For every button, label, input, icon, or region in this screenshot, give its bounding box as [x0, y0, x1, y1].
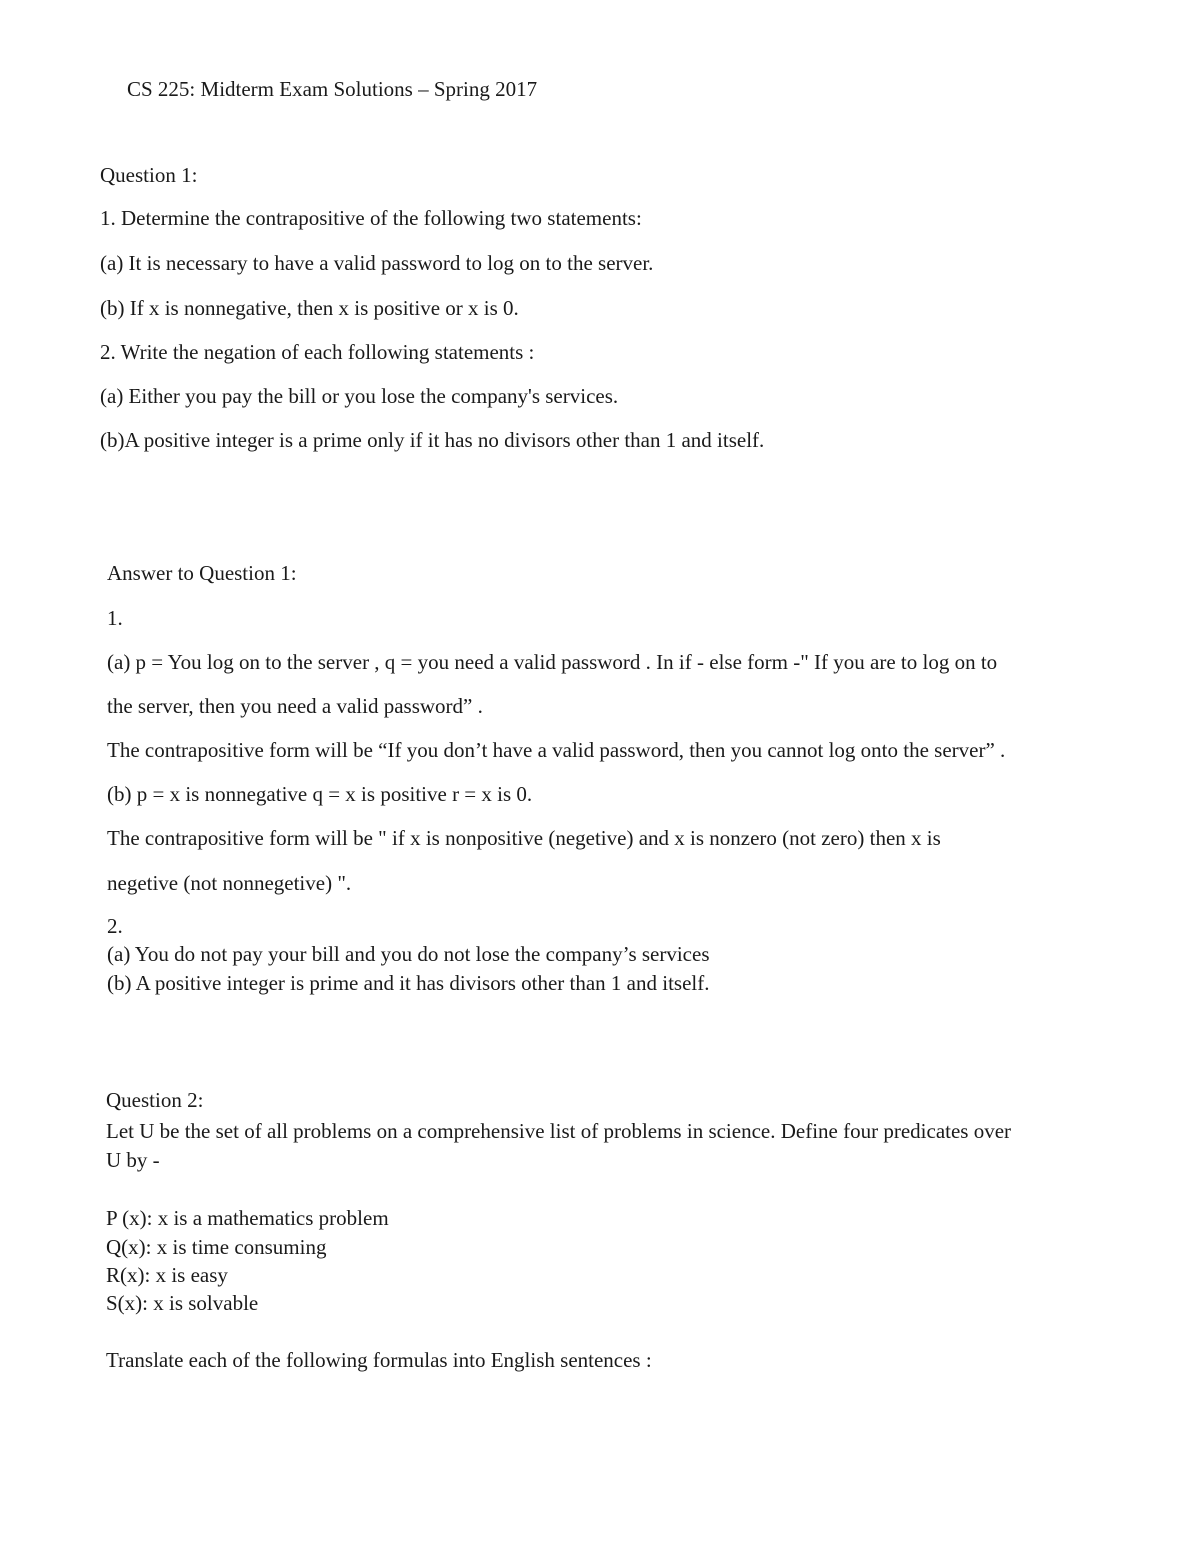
question-1-line: (a) Either you pay the bill or you lose the company's services. [100, 384, 619, 408]
answer-1-line: negetive (not nonnegetive) ". [107, 871, 352, 895]
question-1-line: (a) It is necessary to have a valid password to log on to the server. [100, 251, 654, 275]
answer-1-negation-line: (a) You do not pay your bill and you do not lose the company’s services [107, 942, 710, 966]
answer-1-line: the server, then you need a valid password” . [107, 694, 483, 718]
question-2-heading: Question 2: [106, 1088, 204, 1112]
answer-1-part-number: 2. [107, 914, 123, 938]
answer-1-part-number: 1. [107, 606, 123, 630]
question-1-line: 2. Write the negation of each following statements : [100, 340, 535, 364]
question-2-intro-line: Let U be the set of all problems on a comprehensive list of problems in science. Define four predicates over [106, 1119, 1012, 1143]
predicate-line: P (x): x is a mathematics problem [106, 1206, 389, 1230]
question-1-heading: Question 1: [100, 163, 198, 187]
answer-1-line: The contrapositive form will be “If you don’t have a valid password, then you cannot log onto the server” . [107, 738, 1006, 762]
question-1-line: 1. Determine the contrapositive of the following two statements: [100, 206, 642, 230]
answer-1-line: The contrapositive form will be " if x is nonpositive (negetive) and x is nonzero (not zero) then x is [107, 826, 941, 850]
question-2-instruction: Translate each of the following formulas into English sentences : [106, 1348, 652, 1372]
document-title: CS 225: Midterm Exam Solutions – Spring 2017 [127, 77, 538, 101]
answer-1-line: (b) p = x is nonnegative q = x is positive r = x is 0. [107, 782, 533, 806]
predicate-line: S(x): x is solvable [106, 1291, 259, 1315]
question-2-intro-line: U by - [106, 1148, 160, 1172]
predicate-line: R(x): x is easy [106, 1263, 228, 1287]
answer-1-heading: Answer to Question 1: [107, 561, 297, 585]
predicate-line: Q(x): x is time consuming [106, 1235, 327, 1259]
answer-1-line: (a) p = You log on to the server , q = you need a valid password . In if - else form -" If you are to log on to [107, 650, 998, 674]
answer-1-negation-line: (b) A positive integer is prime and it has divisors other than 1 and itself. [107, 971, 710, 995]
question-1-line: (b) If x is nonnegative, then x is positive or x is 0. [100, 296, 519, 320]
question-1-line: (b)A positive integer is a prime only if it has no divisors other than 1 and itself. [100, 428, 765, 452]
